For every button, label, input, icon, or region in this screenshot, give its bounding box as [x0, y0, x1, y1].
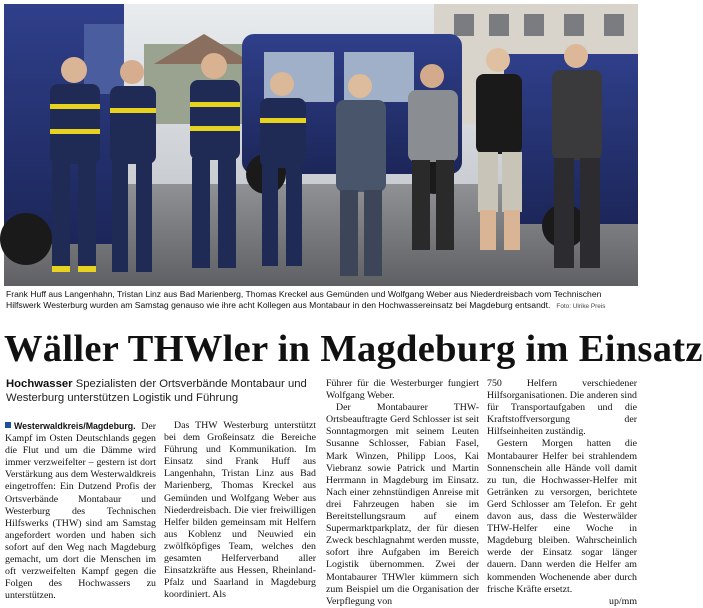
caption-text: Frank Huff aus Langenhahn, Tristan Linz aus Bad Marienberg, Thomas Kreckel aus Gemünden und Wolfgang Weber aus Niederdreisbach vom Technischen Hilfswerk Westerburg wurden am Samstag genauso wie ihre acht Kollegen aus Montabaur in den Hochwassereinsatz bei Magdeburg entsandt. [6, 289, 602, 311]
article-column-4 [487, 378, 637, 608]
author-initials: up/mm [609, 595, 637, 607]
photo-credit: Foto: Ulrike Preis [556, 303, 606, 311]
article-col4-paragraph-2: Gestern Morgen hatten die Montabaurer Helfer bei strahlendem Sonnenschein alle Hände voll damit zu tun, die Hochwasser-Helfer mit Getränken zu versorgen, berichtete Gerd Schlosser am Telefon. Er geht davon aus, dass die Westerwälder THW-Helfer eine Woche in Magdeburg bleiben. Wahrscheinlich werde der Einsatz sogar länger dauern. Dann werden die Helfer am kommenden Wochenende aber durch frische Kräfte ersetzt. [487, 438, 637, 595]
lead-marker-icon [5, 422, 11, 428]
subhead-text: Spezialisten der Ortsverbände Montabaur und Westerburg unterstützen Logistik und Führung [6, 378, 307, 404]
subhead-kicker: Hochwasser [6, 378, 73, 390]
article-col1-text: Der Kampf im Osten Deutschlands gegen die Flut und um die Dämme wird immer verzweifelter – gestern ist dort Verstärkung aus dem Westerwaldkreis eingetroffen: Ein Dutzend Profis der Ortsverbände Montabaur und Westerburg des Technischen Hilfswerks (THW) sind am Samstag angefordert worden und haben sich sofort auf den Weg nach Magdeburg gemacht, um dort die Menschen im oft verzweifelten Kampf gegen die Folgen des Hochwassers zu unterstützen. [5, 421, 156, 602]
article-column-3 [326, 378, 479, 608]
subheadline [6, 377, 336, 405]
photo-caption [6, 289, 636, 312]
article-col4-paragraph-1: 750 Helfern verschiedener Hilfsorganisationen. Die anderen sind für Transportaufgaben und die Kraftstoffversorgung der Hilfseinheiten zuständig. [487, 378, 637, 438]
photo-illustration [4, 4, 638, 286]
article-column-2 [164, 420, 316, 601]
group-photo [4, 4, 638, 286]
article-col3-paragraph-1: Führer für die Westerburger fungiert Wolfgang Weber. [326, 378, 479, 402]
article-col3-paragraph-2: Der Montabaurer THW-Ortsbeauftragte Gerd Schlosser ist seit Sonntagmorgen mit seinem Leuten Susanne Schlosser, Fabian Fasel, Mark Winzen, Philipp Loos, Kai Viebranz sowie Patrick und Martin Herrmann in Magdeburg im Einsatz. Nach einer zehnstündigen Anreise mit drei Fahrzeugen haben sie im Bereitstellungsraum auf einem Supermarktparkplatz, der für diesen Zweck beschlagnahmt werden musste, sofort ihre Aufgaben im Bereich Logistik übernommen. Zwei der Montabaurer THWler kümmern sich zum Beispiel um die Organisation der Verpflegung von [326, 402, 479, 607]
dateline: Westerwaldkreis/Magdeburg. [14, 421, 136, 431]
article-column-1 [5, 420, 156, 602]
article-col2-text: Das THW Westerburg unterstützt bei dem Großeinsatz die Bereiche Führung und Kommunikation. Im Einsatz sind Frank Huff aus Langenhahn, Tristan Linz aus Bad Marienberg, Thomas Kreckel aus Gemünden und Wolfgang Weber aus Niederdreisbach. Die vier freiwilligen Helfer bilden gemeinsam mit Helfern aus Koblenz und Neuwied ein zwölfköpfiges Team, welches den gesamten Helferverband aller Einsatzkräfte aus Hessen, Rheinland-Pfalz und Saarland in Magdeburg koordiniert. Als [164, 420, 316, 601]
headline: Wäller THWler in Magdeburg im Einsatz [4, 328, 703, 370]
